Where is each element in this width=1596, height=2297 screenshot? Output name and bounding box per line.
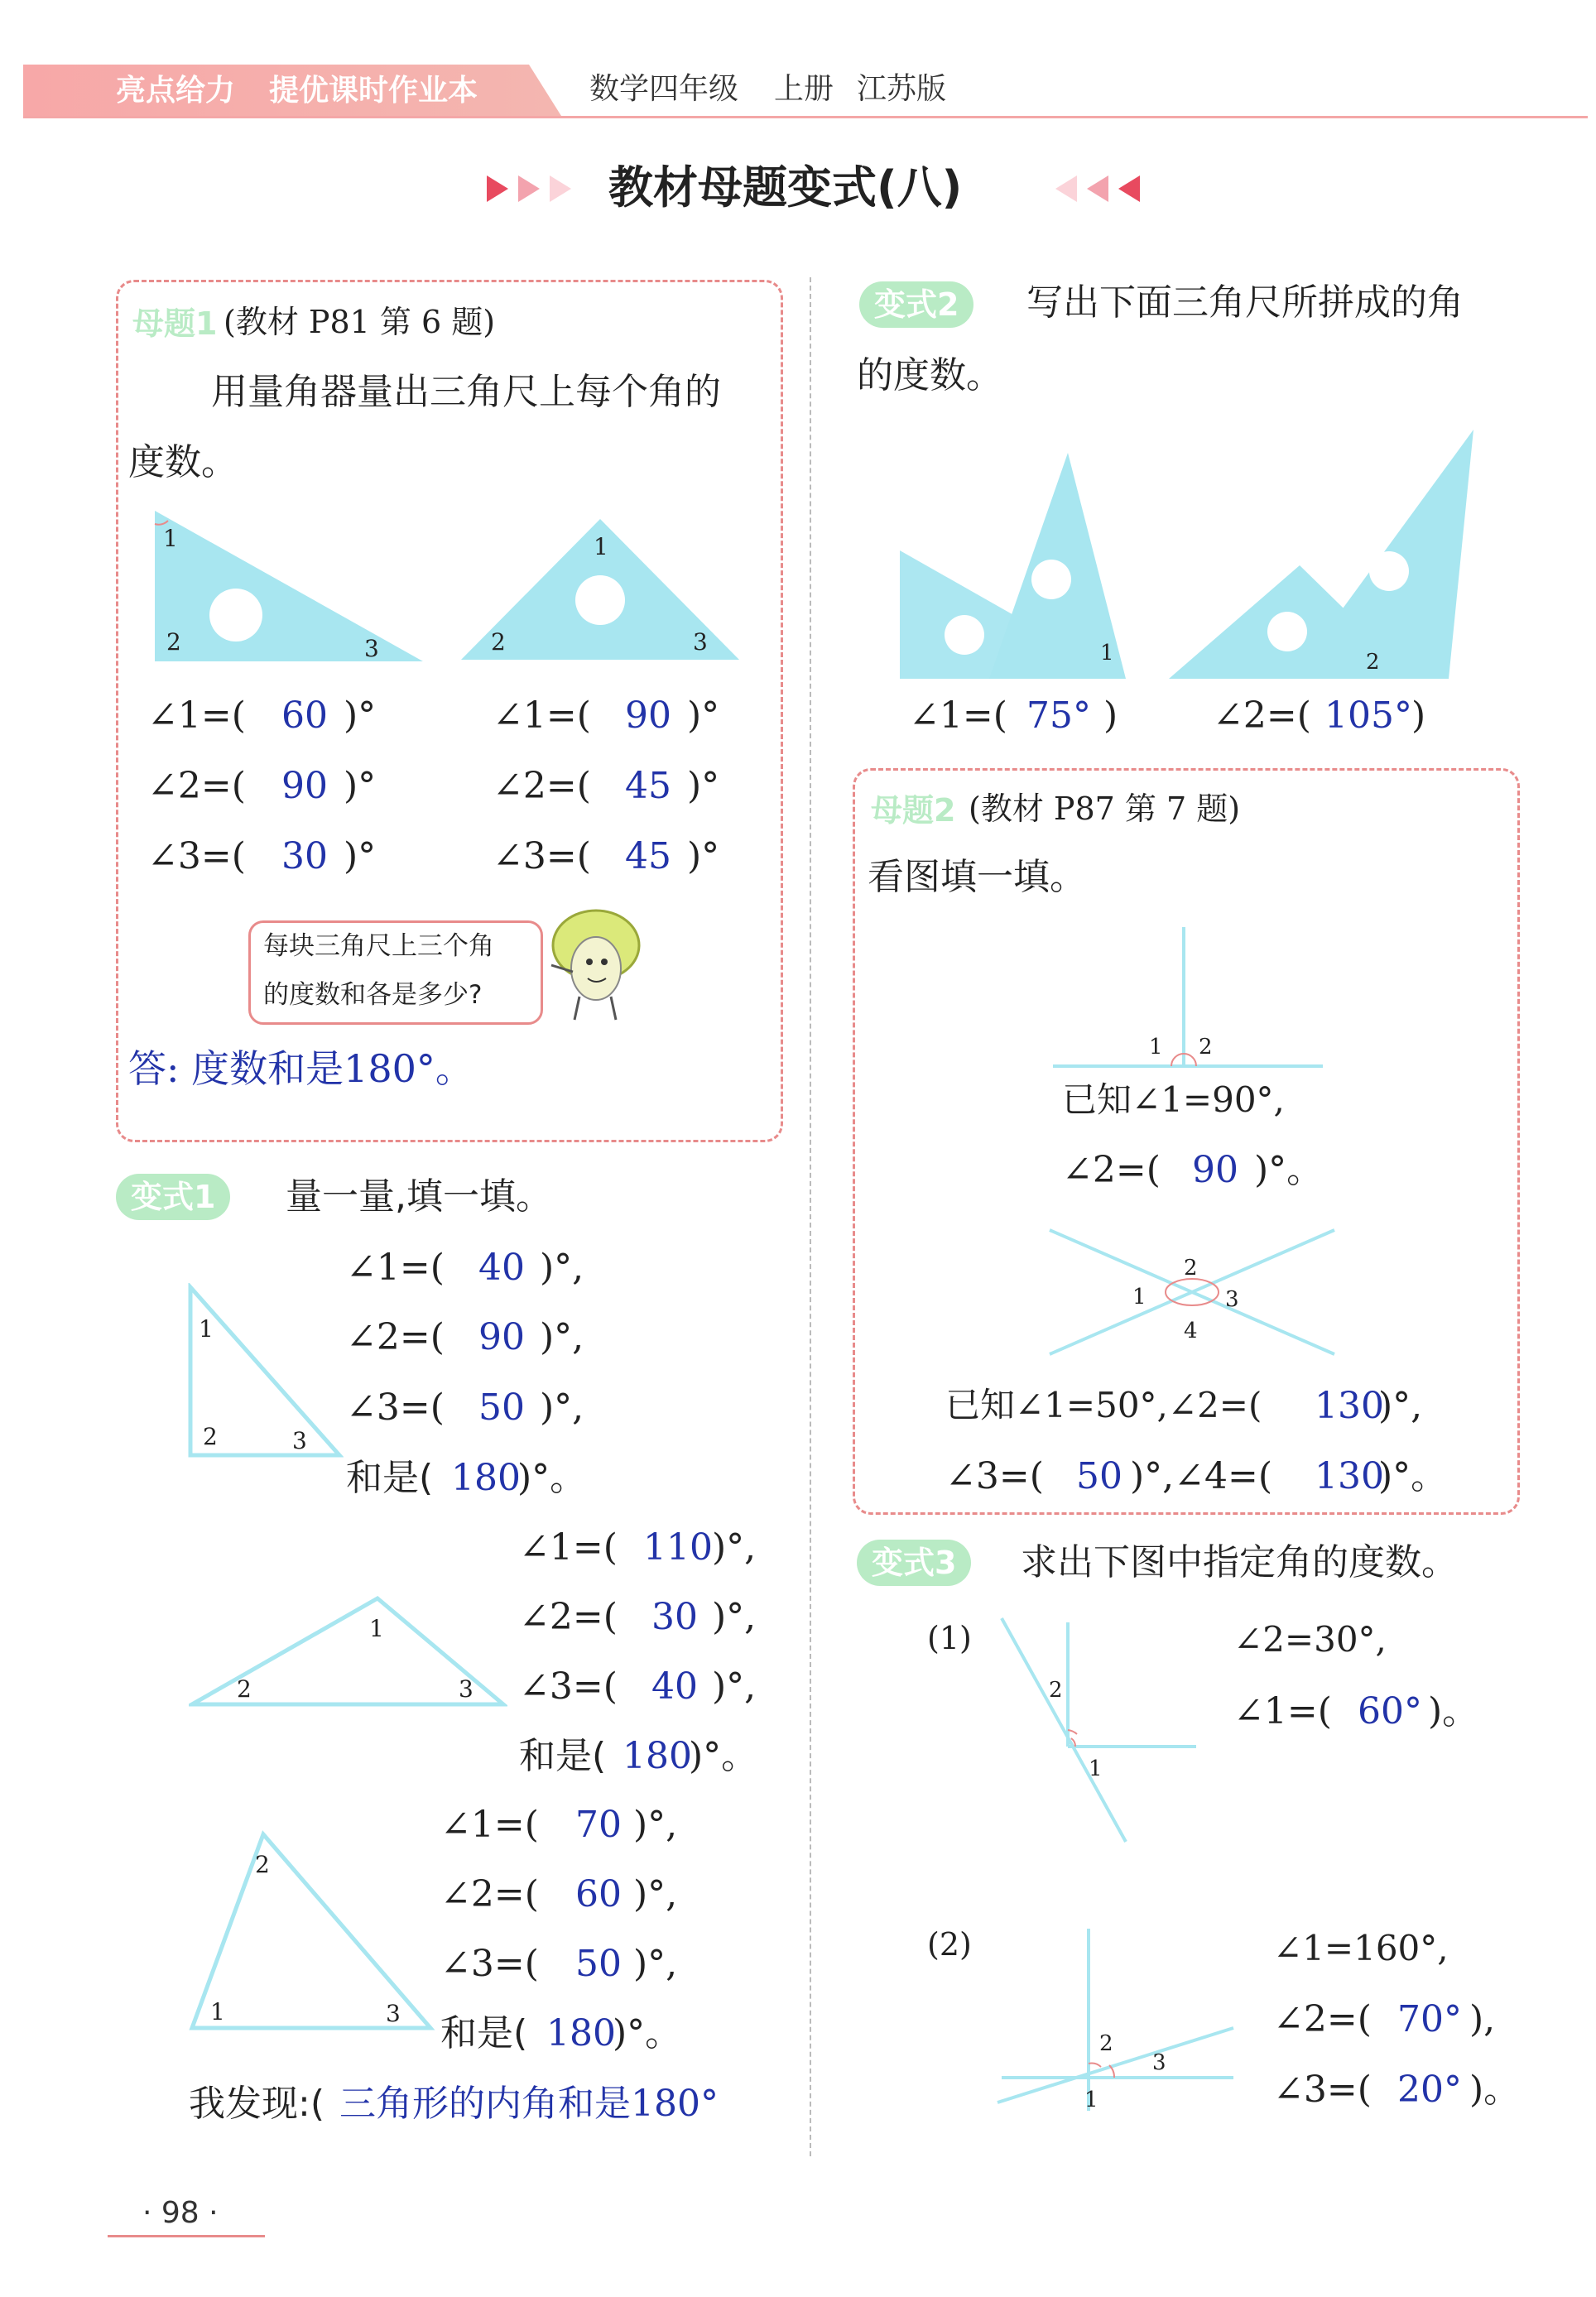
v1-t1-angle2-close: )°, bbox=[540, 1316, 584, 1358]
m1-left-angle2-value: 90 bbox=[281, 765, 328, 807]
hint-bubble-line2: 的度数和各是多少? bbox=[263, 980, 483, 1010]
svg-text:1: 1 bbox=[369, 1615, 384, 1642]
v3-p1-given: ∠2=30°, bbox=[1233, 1619, 1387, 1660]
v2-angle2-close: ) bbox=[1411, 694, 1426, 737]
m1-left-angle1-close: )° bbox=[344, 694, 377, 737]
m2-perpendicular-figure bbox=[1051, 925, 1324, 1070]
svg-text:3: 3 bbox=[693, 628, 708, 656]
v1-t1-angle3-label: ∠3=( bbox=[346, 1386, 445, 1429]
svg-text:2: 2 bbox=[1049, 1678, 1063, 1703]
svg-text:3: 3 bbox=[1225, 1287, 1239, 1312]
svg-text:2: 2 bbox=[1099, 2031, 1113, 2056]
v1-t1-angle1-close: )°, bbox=[540, 1247, 584, 1289]
v1-t3-angle2-close: )°, bbox=[633, 1873, 678, 1915]
variant2-instruction-1: 写出下面三角尺所拼成的角 bbox=[1026, 281, 1464, 324]
v2-angle1-close: ) bbox=[1103, 694, 1118, 737]
v2-angle2-value: 105° bbox=[1324, 694, 1412, 737]
v2-angle2-label: ∠2=( bbox=[1213, 694, 1311, 737]
svg-text:1: 1 bbox=[199, 1315, 214, 1343]
v1-t3-angle2-label: ∠2=( bbox=[440, 1873, 539, 1915]
variant3-instruction: 求出下图中指定角的度数。 bbox=[1021, 1541, 1458, 1583]
page-number: · 98 · bbox=[142, 2196, 219, 2230]
svg-text:2: 2 bbox=[1366, 650, 1380, 675]
v2-angle1-label: ∠1=( bbox=[909, 694, 1007, 737]
v1-finding: 三角形的内角和是180° bbox=[339, 2083, 719, 2125]
v3-p2-given: ∠1=160°, bbox=[1273, 1928, 1449, 1968]
v1-t1-sum-close: )°。 bbox=[517, 1457, 587, 1499]
v1-t1-angle1-label: ∠1=( bbox=[346, 1247, 445, 1289]
v3-p1-figure bbox=[997, 1614, 1200, 1846]
mother1-label: 母题1 bbox=[132, 305, 218, 342]
v1-finding-label: 我发现:( bbox=[189, 2083, 324, 2125]
page-title: 教材母题变式(八) bbox=[608, 161, 963, 214]
mother1-instruction-2: 度数。 bbox=[128, 441, 238, 483]
mother2-source: (教材 P87 第 7 题) bbox=[969, 790, 1241, 827]
column-divider bbox=[810, 277, 811, 2156]
v1-t1-angle3-close: )°, bbox=[540, 1386, 584, 1429]
v1-t1-angle3-value: 50 bbox=[478, 1386, 525, 1429]
svg-text:2: 2 bbox=[255, 1851, 270, 1878]
v3-p2-angle3-value: 20° bbox=[1397, 2069, 1462, 2111]
v1-t3-angle1-close: )°, bbox=[633, 1804, 678, 1846]
v1-t3-angle3-close: )°, bbox=[633, 1943, 678, 1985]
variant1-instruction: 量一量,填一填。 bbox=[286, 1175, 552, 1218]
v1-triangle-3 bbox=[189, 1829, 437, 2032]
m2-angle4-value: 130 bbox=[1315, 1455, 1384, 1497]
title-arrows-left bbox=[487, 172, 578, 205]
m2-angle4-close: )°。 bbox=[1378, 1455, 1448, 1497]
v3-p2-angle2-value: 70° bbox=[1397, 1998, 1462, 2040]
v1-t1-sum-value: 180 bbox=[451, 1457, 521, 1499]
v1-t2-angle3-close: )°, bbox=[712, 1665, 757, 1708]
v2-combined-squares-2 bbox=[1167, 426, 1482, 683]
v1-t2-sum-value: 180 bbox=[623, 1735, 692, 1777]
v2-angle1-value: 75° bbox=[1026, 694, 1091, 737]
m2-angle2-close: )°。 bbox=[1254, 1149, 1324, 1191]
svg-text:2: 2 bbox=[1199, 1035, 1213, 1060]
m1-right-angle1-close: )° bbox=[687, 694, 720, 737]
m2-given-2: 已知∠1=50°,∠2=( bbox=[945, 1385, 1262, 1425]
m1-right-angle1-label: ∠1=( bbox=[493, 694, 591, 737]
v1-t1-sum-label: 和是( bbox=[346, 1457, 434, 1499]
m1-right-angle2-value: 45 bbox=[625, 765, 671, 807]
svg-text:3: 3 bbox=[386, 2000, 401, 2027]
title-arrows-right bbox=[1055, 172, 1147, 205]
v1-t3-angle1-value: 70 bbox=[575, 1804, 622, 1846]
m2-angle2b-value: 130 bbox=[1315, 1385, 1384, 1427]
m1-right-angle2-label: ∠2=( bbox=[493, 765, 591, 807]
v3-p1-number: (1) bbox=[927, 1620, 972, 1656]
v3-p2-figure bbox=[993, 1925, 1242, 2115]
v3-p2-angle2-label: ∠2=( bbox=[1273, 1998, 1372, 2040]
m1-left-angle1-label: ∠1=( bbox=[147, 694, 246, 737]
set-square-45-45 bbox=[459, 517, 741, 662]
svg-text:1: 1 bbox=[1149, 1035, 1163, 1060]
header-series: 提优课时作业本 bbox=[269, 74, 478, 108]
m2-angle3-value: 50 bbox=[1076, 1455, 1122, 1497]
hint-bubble-line1: 每块三角尺上三个角 bbox=[263, 931, 494, 961]
v3-p1-angle1-label: ∠1=( bbox=[1233, 1690, 1332, 1732]
m1-right-angle3-close: )° bbox=[687, 835, 720, 877]
svg-text:2: 2 bbox=[203, 1423, 218, 1450]
v1-t3-sum-close: )°。 bbox=[613, 2012, 682, 2054]
m2-given-1: 已知∠1=90°, bbox=[1062, 1079, 1285, 1120]
v1-t2-angle3-label: ∠3=( bbox=[519, 1665, 618, 1708]
m1-right-angle1-value: 90 bbox=[625, 694, 671, 737]
svg-text:4: 4 bbox=[1184, 1319, 1198, 1343]
m1-left-angle1-value: 60 bbox=[281, 694, 328, 737]
v1-t2-angle2-value: 30 bbox=[651, 1596, 698, 1638]
v1-t3-angle3-value: 50 bbox=[575, 1943, 622, 1985]
v1-t3-angle1-label: ∠1=( bbox=[440, 1804, 539, 1846]
variant2-instruction-2: 的度数。 bbox=[857, 354, 1002, 396]
header-book: 数学四年级 bbox=[589, 72, 739, 106]
cabbage-mascot-icon bbox=[546, 904, 654, 1028]
svg-text:1: 1 bbox=[1100, 641, 1114, 666]
svg-text:2: 2 bbox=[237, 1675, 252, 1703]
mother1-source: (教材 P81 第 6 题) bbox=[224, 304, 496, 340]
v3-p2-angle3-close: )。 bbox=[1469, 2069, 1521, 2111]
variant3-tag: 变式3 bbox=[857, 1540, 971, 1586]
svg-text:3: 3 bbox=[459, 1675, 474, 1703]
v2-combined-squares-1 bbox=[898, 451, 1130, 683]
m2-angle4-label: )°,∠4=( bbox=[1130, 1455, 1273, 1497]
v1-t3-sum-value: 180 bbox=[546, 2012, 616, 2054]
v1-t2-angle1-close: )°, bbox=[712, 1526, 757, 1569]
variant2-tag: 变式2 bbox=[859, 281, 973, 328]
m1-left-angle3-label: ∠3=( bbox=[147, 835, 246, 877]
header-rule bbox=[23, 116, 1588, 118]
svg-text:2: 2 bbox=[166, 628, 181, 656]
v1-triangle-1 bbox=[186, 1283, 344, 1461]
set-square-30-60 bbox=[153, 509, 426, 666]
v1-t1-angle1-value: 40 bbox=[478, 1247, 525, 1289]
variant1-tag: 变式1 bbox=[116, 1174, 230, 1220]
m1-left-angle3-close: )° bbox=[344, 835, 377, 877]
v3-p2-angle3-label: ∠3=( bbox=[1273, 2069, 1372, 2111]
mother2-label: 母题2 bbox=[871, 792, 956, 829]
m1-left-angle2-close: )° bbox=[344, 765, 377, 807]
v1-t2-angle3-value: 40 bbox=[651, 1665, 698, 1708]
v1-t2-angle1-label: ∠1=( bbox=[519, 1526, 618, 1569]
v3-p2-angle2-close: ), bbox=[1469, 1998, 1496, 2040]
svg-text:3: 3 bbox=[364, 635, 379, 662]
m1-right-angle3-value: 45 bbox=[625, 835, 671, 877]
m1-right-angle2-close: )° bbox=[687, 765, 720, 807]
svg-text:1: 1 bbox=[163, 525, 178, 552]
svg-text:3: 3 bbox=[1152, 2050, 1166, 2075]
v1-t2-sum-label: 和是( bbox=[519, 1735, 607, 1777]
v1-t1-angle2-label: ∠2=( bbox=[346, 1316, 445, 1358]
m2-angle3-label: ∠3=( bbox=[945, 1455, 1044, 1497]
v1-t2-angle1-value: 110 bbox=[643, 1526, 713, 1569]
mother1-instruction-1: 用量角器量出三角尺上每个角的 bbox=[211, 371, 721, 413]
svg-text:1: 1 bbox=[1084, 2088, 1098, 2112]
svg-text:2: 2 bbox=[1184, 1256, 1198, 1281]
v1-t3-angle3-label: ∠3=( bbox=[440, 1943, 539, 1985]
m1-left-angle3-value: 30 bbox=[281, 835, 328, 877]
v3-p1-angle1-close: )。 bbox=[1428, 1690, 1479, 1732]
v3-p2-number: (2) bbox=[927, 1926, 972, 1963]
v1-t1-angle2-value: 90 bbox=[478, 1316, 525, 1358]
mother2-instruction: 看图填一填。 bbox=[868, 856, 1086, 898]
v1-t2-sum-close: )°。 bbox=[689, 1735, 758, 1777]
svg-text:1: 1 bbox=[210, 1998, 225, 2025]
svg-text:1: 1 bbox=[594, 533, 608, 560]
m2-intersecting-lines-figure bbox=[1043, 1223, 1341, 1360]
v1-t3-angle2-value: 60 bbox=[575, 1873, 622, 1915]
v1-t2-angle2-close: )°, bbox=[712, 1596, 757, 1638]
svg-text:1: 1 bbox=[1132, 1285, 1147, 1309]
v1-t3-sum-label: 和是( bbox=[440, 2012, 528, 2054]
page-number-underline bbox=[108, 2235, 265, 2237]
v3-p1-angle1-value: 60° bbox=[1358, 1690, 1422, 1732]
m1-left-angle2-label: ∠2=( bbox=[147, 765, 246, 807]
header-volume: 上册 bbox=[774, 72, 834, 106]
svg-text:1: 1 bbox=[1089, 1756, 1103, 1781]
svg-text:2: 2 bbox=[491, 628, 506, 656]
v1-triangle-2 bbox=[189, 1593, 507, 1709]
svg-text:3: 3 bbox=[292, 1427, 307, 1454]
header-edition: 江苏版 bbox=[857, 72, 947, 106]
m1-right-angle3-label: ∠3=( bbox=[493, 835, 591, 877]
mother1-answer: 答: 度数和是180°。 bbox=[128, 1046, 474, 1091]
v1-t2-angle2-label: ∠2=( bbox=[519, 1596, 618, 1638]
m2-angle2b-close: )°, bbox=[1378, 1385, 1423, 1427]
m2-angle2-label: ∠2=( bbox=[1062, 1149, 1161, 1191]
m2-angle2-value: 90 bbox=[1192, 1149, 1238, 1191]
header-brand: 亮点给力 bbox=[116, 74, 236, 108]
